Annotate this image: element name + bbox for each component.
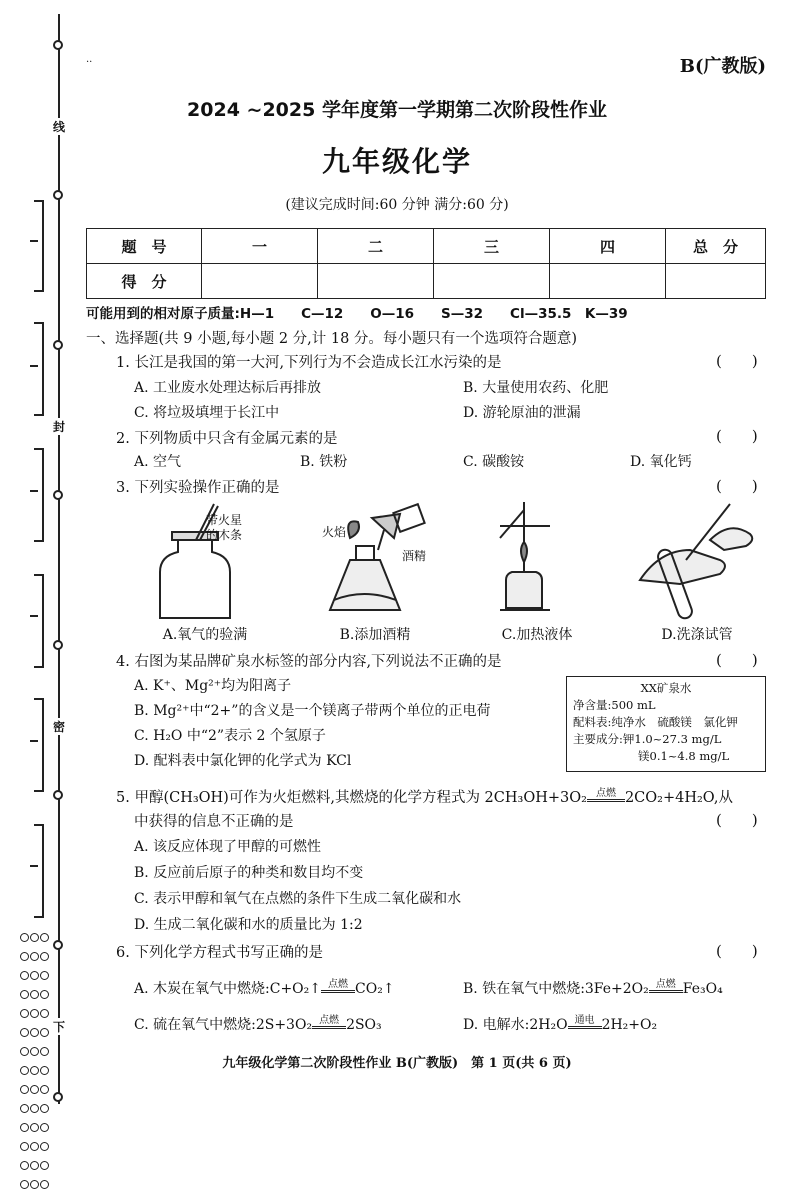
score-header-row [87,229,766,264]
q6-a-condition: 点燃 [321,980,355,993]
q1-option-c: C. 将垃圾填埋于长江中 [134,405,280,421]
q4-option-c: C. H₂O 中“2”表示 2 个氢原子 [134,728,326,744]
q6-d-left: D. 电解水:2H₂O [463,1017,568,1033]
score-cell[interactable] [202,264,318,299]
page-footer: 九年级化学第二次阶段性作业 B(广教版) 第 1 页(共 6 页) [222,1056,572,1071]
binding-circle [53,790,63,800]
margin-bubble [20,1123,29,1132]
answer-paren[interactable]: ( ) [716,651,758,669]
margin-bubble [40,1085,49,1094]
score-cell[interactable] [434,264,550,299]
q6-option-c [134,1014,382,1034]
water-label-ingredients: 配料表:纯净水 硫酸镁 氯化钾 [573,715,738,729]
margin-tick [30,865,38,867]
margin-bubble [20,952,29,961]
answer-paren[interactable]: ( ) [716,811,758,829]
margin-bubble [20,1028,29,1037]
margin-tick [30,365,38,367]
q6-a-left: A. 木炭在氧气中燃烧:C+O₂↑ [134,981,321,997]
q5-stem [116,786,733,807]
q6-option-d [463,1014,657,1034]
binding-circle [53,340,63,350]
margin-bubble [40,1180,49,1189]
q6-a-right: CO₂↑ [355,981,395,997]
margin-bubble [30,1009,39,1018]
q1-option-d: D. 游轮原油的泄漏 [463,405,581,421]
margin-bracket [34,322,44,416]
q6-c-left: C. 硫在氧气中燃烧:2S+3O₂ [134,1017,313,1033]
margin-bubble [20,1161,29,1170]
margin-tick [30,240,38,242]
q5-equation-right: 2CO₂+4H₂O,从 [624,790,733,806]
score-header-cell: 总 分 [666,229,766,264]
edition-tag: B(广教版) [679,56,766,77]
margin-bubble [40,1009,49,1018]
margin-bubble [20,990,29,999]
time-info: (建议完成时间:60 分钟 满分:60 分) [285,197,509,213]
binding-circle [53,490,63,500]
hand-washing-tube-icon [640,504,752,620]
label-alcohol: 酒精 [402,549,427,563]
margin-bracket [34,448,44,542]
margin-tick [30,740,38,742]
q5-option-d: D. 生成二氧化碳和水的质量比为 1:2 [134,917,363,933]
q1-option-a: A. 工业废水处理达标后再排放 [134,380,322,396]
margin-bubble [30,1028,39,1037]
margin-bubble [40,952,49,961]
q6-stem: 6. 下列化学方程式书写正确的是 [116,945,323,961]
margin-bubble [40,1104,49,1113]
water-label-title: XX矿泉水 [640,681,692,695]
q4-stem: 4. 右图为某品牌矿泉水标签的部分内容,下列说法不正确的是 [116,654,502,670]
margin-tick [30,615,38,617]
q2-option-b: B. 铁粉 [300,454,348,470]
score-header-cell: 三 [434,229,550,264]
atomic-mass-line: 可能用到的相对原子质量:H—1 C—12 O—16 S—32 Cl—35.5 K—39 [86,306,628,322]
label-flame: 火焰 [322,525,347,539]
q5-option-b: B. 反应前后原子的种类和数目均不变 [134,865,364,881]
margin-bracket [34,824,44,918]
margin-bubble [20,1085,29,1094]
q5-reaction-condition: 点燃 [587,789,625,802]
binding-circle [53,940,63,950]
q3-option-d: D.洗涤试管 [661,627,733,643]
margin-bubble [30,933,39,942]
binding-circle [53,640,63,650]
q5-option-a: A. 该反应体现了甲醇的可燃性 [134,839,322,855]
q6-b-left: B. 铁在氧气中燃烧:3Fe+2O₂ [463,981,649,997]
q3-option-b: B.添加酒精 [339,627,411,643]
binding-circle [53,1092,63,1102]
binding-circle [53,40,63,50]
margin-bubble [30,1142,39,1151]
q3-option-c: C.加热液体 [501,627,573,643]
margin-bubble [40,1123,49,1132]
margin-bubble [30,1180,39,1189]
margin-bubble [30,971,39,980]
water-label-magnesium: 镁0.1~4.8 mg/L [638,749,730,763]
margin-bubble [20,933,29,942]
margin-bubble [40,971,49,980]
q2-stem: 2. 下列物质中只含有金属元素的是 [116,431,338,447]
score-table [86,228,766,299]
q5-option-c: C. 表示甲醇和氧气在点燃的条件下生成二氧化碳和水 [134,891,462,907]
margin-bubble [40,990,49,999]
label-splint [206,513,242,543]
q6-d-condition: 通电 [568,1016,602,1029]
binding-char-xian: 线 [49,118,69,135]
q2-option-d: D. 氧化钙 [630,454,692,470]
score-cell[interactable] [666,264,766,299]
binding-char-mi: 密 [49,718,69,735]
score-row-label: 得 分 [87,264,202,299]
margin-bubble [30,990,39,999]
margin-bubble [40,1028,49,1037]
margin-bubble [30,1085,39,1094]
q4-option-b: B. Mg²⁺中“2+”的含义是一个镁离子带两个单位的正电荷 [134,703,491,719]
top-mark: .. [86,54,93,65]
score-value-row [87,264,766,299]
water-label-volume: 净含量:500 mL [573,698,656,712]
q5-stem-continued: 中获得的信息不正确的是 [134,814,294,830]
score-header-cell: 四 [550,229,666,264]
score-header-cell: 一 [202,229,318,264]
margin-bubble [20,1009,29,1018]
q6-d-right: 2H₂+O₂ [601,1017,658,1033]
q6-b-condition: 点燃 [649,980,683,993]
q4-option-a: A. K⁺、Mg²⁺均为阳离子 [134,678,292,694]
score-cell[interactable] [318,264,434,299]
q1-stem: 1. 长江是我国的第一大河,下列行为不会造成长江水污染的是 [116,355,502,371]
binding-char-xia: 下 [49,1018,69,1035]
q6-b-right: Fe₃O₄ [682,981,723,997]
water-label-potassium: 主要成分:钾1.0~27.3 mg/L [573,732,722,746]
q3-stem: 3. 下列实验操作正确的是 [116,480,280,496]
q6-c-right: 2SO₃ [346,1017,382,1033]
margin-bubble [20,1142,29,1151]
q3-option-a: A.氧气的验满 [162,627,248,643]
score-header-cell: 题 号 [87,229,202,264]
margin-bubble [30,1123,39,1132]
label-splint-1: 带火星 [206,513,243,527]
answer-paren[interactable]: ( ) [716,477,758,495]
q1-option-b: B. 大量使用农药、化肥 [463,380,609,396]
binding-char-feng: 封 [49,418,69,435]
margin-bubble [20,971,29,980]
margin-bubble [30,1161,39,1170]
margin-bracket [34,698,44,792]
exam-title: 2024 ~2025 学年度第一学期第二次阶段性作业 [187,99,607,121]
q4-option-d: D. 配料表中氯化钾的化学式为 KCl [134,753,352,769]
water-label-box [566,676,766,772]
q5-equation-left: 5. 甲醇(CH₃OH)可作为火炬燃料,其燃烧的化学方程式为 2CH₃OH+3O₂ [116,790,587,806]
margin-bubble [40,933,49,942]
q2-option-c: C. 碳酸铵 [463,454,525,470]
q2-option-a: A. 空气 [134,454,182,470]
margin-bracket [34,574,44,668]
answer-paren[interactable]: ( ) [716,352,758,370]
margin-bubble [40,1142,49,1151]
margin-bubble [40,1161,49,1170]
q6-option-b [463,978,723,998]
q6-c-condition: 点燃 [312,1016,346,1029]
margin-tick [30,490,38,492]
section-one-heading: 一、选择题(共 9 小题,每小题 2 分,计 18 分。每小题只有一个选项符合题意) [86,331,578,347]
answer-paren[interactable]: ( ) [716,942,758,960]
score-header-cell: 二 [318,229,434,264]
score-cell[interactable] [550,264,666,299]
margin-bubble [20,1180,29,1189]
subject-title: 九年级化学 [321,145,472,178]
margin-bubble [30,1104,39,1113]
margin-bubble [20,1104,29,1113]
test-tube-stand-icon [500,502,550,610]
margin-bubble [30,952,39,961]
answer-paren[interactable]: ( ) [716,427,758,445]
label-splint-2: 的木条 [206,528,243,542]
q6-option-a [134,978,395,998]
